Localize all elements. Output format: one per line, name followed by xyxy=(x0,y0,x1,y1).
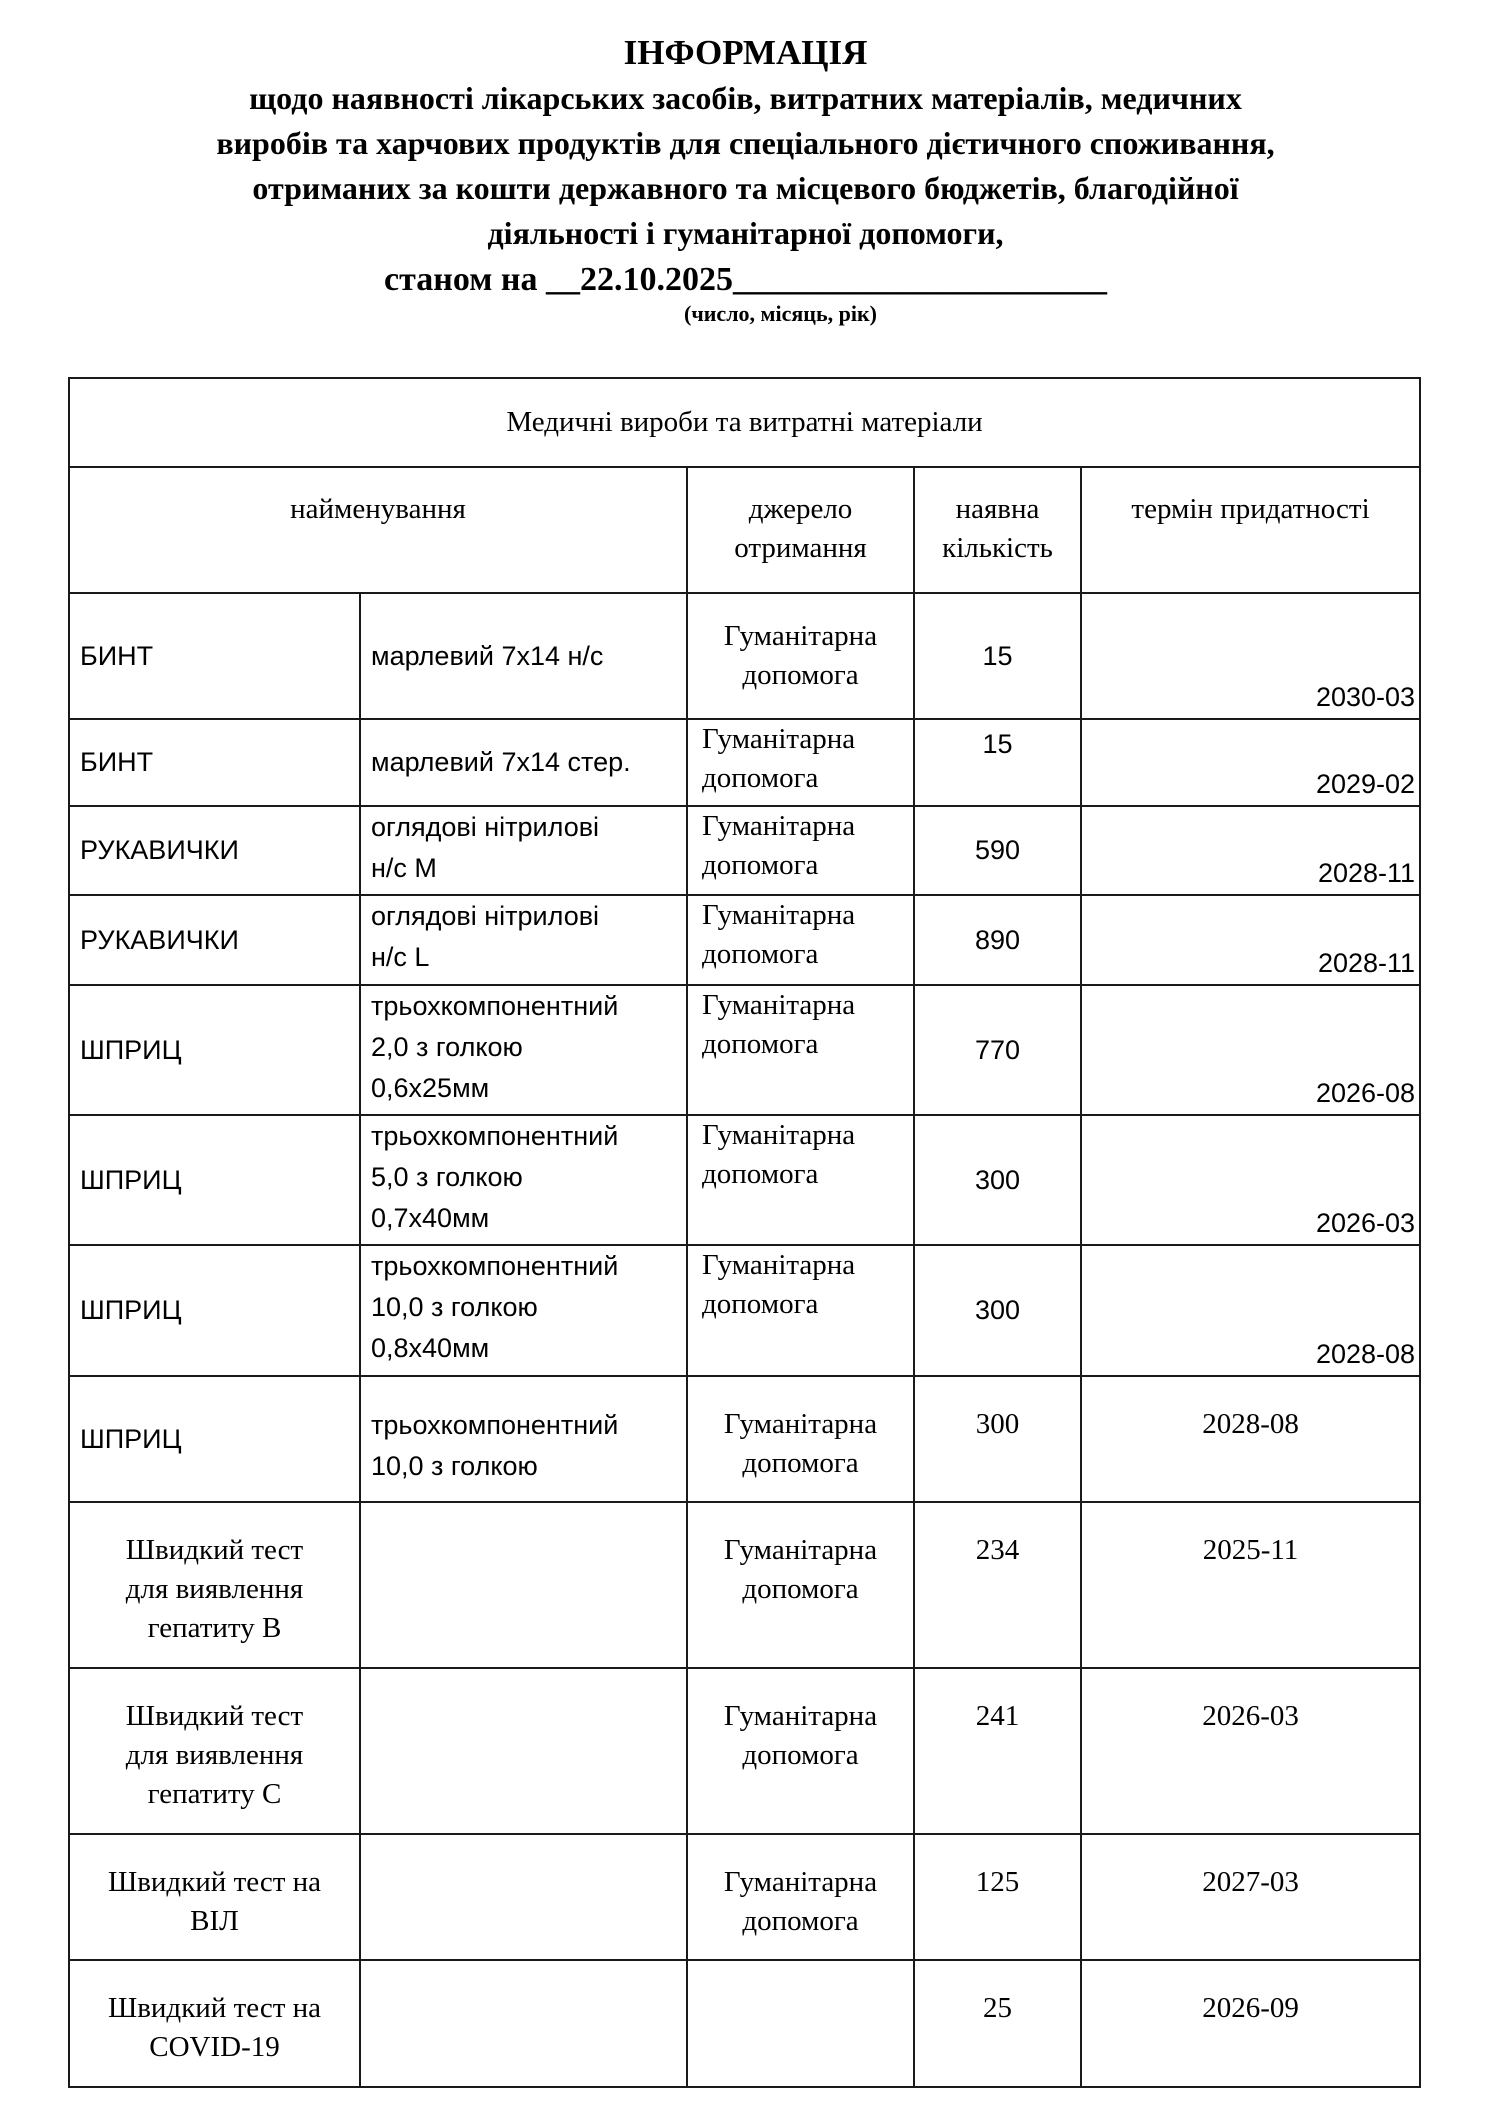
item-name xyxy=(69,1960,360,2087)
name-line: для виявлення xyxy=(125,1573,304,1605)
description-line: 0,8х40мм xyxy=(371,1333,490,1363)
source-line: допомога xyxy=(742,1573,859,1605)
source-line: допомога xyxy=(702,1028,819,1060)
item-quantity: 15 xyxy=(914,719,1081,806)
table-row xyxy=(69,1245,1420,1376)
subtitle-line-4: діяльності і гуманітарної допомоги, xyxy=(487,215,1004,251)
item-name: ШПРИЦ xyxy=(69,1115,360,1245)
item-quantity: 590 xyxy=(914,806,1081,895)
item-source xyxy=(687,1376,914,1502)
date-caption: (число, місяць, рік) xyxy=(684,301,877,326)
source-line: допомога xyxy=(702,938,819,970)
description-line: трьохкомпонентний xyxy=(371,1251,619,1281)
table-row xyxy=(69,1115,1420,1245)
item-description xyxy=(360,1668,687,1834)
column-header-name: найменування xyxy=(69,467,687,593)
source-line: Гуманітарна xyxy=(723,620,878,652)
item-expiry: 2028-08 xyxy=(1081,1245,1420,1376)
item-description xyxy=(360,806,687,895)
source-line: Гуманітарна xyxy=(723,1534,878,1566)
item-name: ШПРИЦ xyxy=(69,1245,360,1376)
item-description xyxy=(360,1115,687,1245)
item-expiry: 2026-03 xyxy=(1081,1115,1420,1245)
source-line: допомога xyxy=(742,1447,859,1479)
name-line: Швидкий тест xyxy=(125,1700,304,1732)
inventory-table xyxy=(68,377,1421,2088)
item-description xyxy=(360,1834,687,1960)
date-line xyxy=(0,256,1491,304)
item-source xyxy=(687,985,914,1115)
source-line: допомога xyxy=(742,659,859,691)
name-line: гепатиту В xyxy=(147,1612,282,1644)
item-expiry: 2025-11 xyxy=(1081,1502,1420,1668)
table-row xyxy=(69,806,1420,895)
item-quantity: 125 xyxy=(914,1834,1081,1960)
table-row xyxy=(69,1960,1420,2087)
source-line: допомога xyxy=(702,1288,819,1320)
source-line: Гуманітарна xyxy=(702,1119,856,1151)
description-line: оглядові нітрилові xyxy=(371,812,600,842)
table-row xyxy=(69,985,1420,1115)
item-quantity: 890 xyxy=(914,895,1081,985)
item-expiry: 2028-11 xyxy=(1081,806,1420,895)
source-line: Гуманітарна xyxy=(723,1408,878,1440)
item-expiry: 2029-02 xyxy=(1081,719,1420,806)
table-row xyxy=(69,1668,1420,1834)
table-row xyxy=(69,593,1420,719)
item-quantity: 15 xyxy=(914,593,1081,719)
item-description: марлевий 7х14 стер. xyxy=(360,719,687,806)
item-source xyxy=(687,806,914,895)
source-line: допомога xyxy=(742,1905,859,1937)
column-header-source xyxy=(687,467,914,593)
source-line: допомога xyxy=(702,762,819,794)
column-header-quantity-line2: кількість xyxy=(942,532,1053,564)
source-line: Гуманітарна xyxy=(702,989,856,1021)
item-description xyxy=(360,1245,687,1376)
item-quantity: 234 xyxy=(914,1502,1081,1668)
name-line: ВІЛ xyxy=(190,1905,239,1937)
item-quantity: 241 xyxy=(914,1668,1081,1834)
item-description xyxy=(360,895,687,985)
item-name: БИНТ xyxy=(69,593,360,719)
item-source xyxy=(687,895,914,985)
item-source xyxy=(687,1502,914,1668)
description-line: 10,0 з голкою xyxy=(371,1292,538,1322)
item-name: РУКАВИЧКИ xyxy=(69,806,360,895)
item-description xyxy=(360,1376,687,1502)
name-line: Швидкий тест xyxy=(125,1534,304,1566)
name-line: гепатиту С xyxy=(147,1778,282,1810)
table-row xyxy=(69,895,1420,985)
date-prefix: станом на xyxy=(384,261,538,298)
item-quantity: 300 xyxy=(914,1245,1081,1376)
description-line: 0,7х40мм xyxy=(371,1203,490,1233)
item-source xyxy=(687,1960,914,2087)
item-source xyxy=(687,1834,914,1960)
column-header-expiry: термін придатності xyxy=(1081,467,1420,593)
item-expiry: 2026-09 xyxy=(1081,1960,1420,2087)
description-line: 0,6х25мм xyxy=(371,1073,490,1103)
subtitle-line-3: отриманих за кошти державного та місцевого бюджетів, благодійної xyxy=(252,170,1239,206)
description-line: трьохкомпонентний xyxy=(371,1121,619,1151)
name-line: Швидкий тест на xyxy=(107,1866,322,1898)
source-line: допомога xyxy=(742,1739,859,1771)
table-row xyxy=(69,1376,1420,1502)
table-row xyxy=(69,719,1420,806)
source-line: Гуманітарна xyxy=(723,1700,878,1732)
source-line: допомога xyxy=(702,1158,819,1190)
description-line: 2,0 з голкою xyxy=(371,1032,523,1062)
description-line: н/с L xyxy=(371,942,430,972)
name-line: COVID-19 xyxy=(149,2031,280,2063)
document-header xyxy=(0,30,1491,328)
item-name xyxy=(69,1834,360,1960)
item-quantity: 25 xyxy=(914,1960,1081,2087)
table-row xyxy=(69,1502,1420,1668)
section-title-row xyxy=(69,378,1420,467)
item-expiry: 2028-08 xyxy=(1081,1376,1420,1502)
item-description: марлевий 7х14 н/с xyxy=(360,593,687,719)
description-line: оглядові нітрилові xyxy=(371,901,600,931)
source-line: Гуманітарна xyxy=(702,899,856,931)
item-quantity: 300 xyxy=(914,1115,1081,1245)
description-line: трьохкомпонентний xyxy=(371,991,619,1021)
item-name xyxy=(69,1502,360,1668)
item-name: ШПРИЦ xyxy=(69,1376,360,1502)
item-description xyxy=(360,1502,687,1668)
subtitle-line-2: виробів та харчових продуктів для спеціального дієтичного споживання, xyxy=(216,125,1275,161)
item-expiry: 2026-03 xyxy=(1081,1668,1420,1834)
item-expiry: 2028-11 xyxy=(1081,895,1420,985)
item-name: ШПРИЦ xyxy=(69,985,360,1115)
item-quantity: 770 xyxy=(914,985,1081,1115)
item-description xyxy=(360,1960,687,2087)
section-title: Медичні вироби та витратні матеріали xyxy=(69,378,1420,467)
name-line: для виявлення xyxy=(125,1739,304,1771)
date-lead: __ xyxy=(545,261,580,298)
source-line: допомога xyxy=(702,849,819,881)
item-source xyxy=(687,1245,914,1376)
column-header-quantity-line1: наявна xyxy=(955,493,1040,525)
date-value: 22.10.2025 xyxy=(579,261,733,298)
source-line: Гуманітарна xyxy=(702,723,856,755)
source-line: Гуманітарна xyxy=(702,1249,856,1281)
subtitle-line-1: щодо наявності лікарських засобів, витратних матеріалів, медичних xyxy=(249,80,1242,116)
document-title: ІНФОРМАЦІЯ xyxy=(623,33,868,72)
item-source xyxy=(687,1668,914,1834)
item-name xyxy=(69,1668,360,1834)
name-line: Швидкий тест на xyxy=(107,1992,322,2024)
column-header-row xyxy=(69,467,1420,593)
description-line: трьохкомпонентний xyxy=(371,1410,619,1440)
description-line: 5,0 з голкою xyxy=(371,1162,523,1192)
item-expiry: 2030-03 xyxy=(1081,593,1420,719)
column-header-source-line1: джерело xyxy=(748,493,853,525)
item-source xyxy=(687,719,914,806)
column-header-source-line2: отримання xyxy=(734,532,867,564)
item-description xyxy=(360,985,687,1115)
source-line: Гуманітарна xyxy=(723,1866,878,1898)
description-line: 10,0 з голкою xyxy=(371,1451,538,1481)
item-name: БИНТ xyxy=(69,719,360,806)
item-source xyxy=(687,593,914,719)
item-source xyxy=(687,1115,914,1245)
item-expiry: 2027-03 xyxy=(1081,1834,1420,1960)
table-row xyxy=(69,1834,1420,1960)
column-header-quantity xyxy=(914,467,1081,593)
description-line: н/с М xyxy=(371,853,437,883)
item-expiry: 2026-08 xyxy=(1081,985,1420,1115)
date-trail: ______________________ xyxy=(732,261,1107,298)
item-name: РУКАВИЧКИ xyxy=(69,895,360,985)
source-line: Гуманітарна xyxy=(702,810,856,842)
item-quantity: 300 xyxy=(914,1376,1081,1502)
